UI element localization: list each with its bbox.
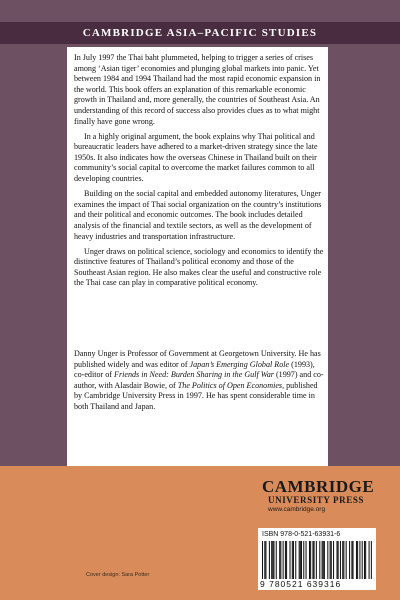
- barcode-bar: [323, 541, 324, 579]
- barcode-bar: [265, 541, 266, 579]
- bio-text: , published by Cambridge University Press in 1997. He has spent considerable time in both Thailand and Japan.: [74, 380, 318, 411]
- blurb: [74, 53, 326, 293]
- series-title: CAMBRIDGE ASIA–PACIFIC STUDIES: [82, 27, 318, 39]
- barcode-bar: [309, 541, 310, 579]
- barcode-bar: [299, 541, 300, 579]
- barcode-bar: [365, 541, 366, 579]
- bio-text: (1997) and co-author, with Alasdair Bowie, of: [74, 370, 324, 390]
- barcode-bar: [364, 541, 365, 579]
- barcode-bar: [264, 541, 265, 579]
- isbn-label: ISBN 978-0-521-63931-6: [262, 531, 341, 538]
- publisher-name: CAMBRIDGE: [262, 477, 375, 496]
- barcode-bar: [331, 541, 332, 579]
- blurb-paragraph: Building on the social capital and embedded autonomy literatures, Unger examines the impact of Thai social organization on the country’s institutions and their political and economic outcomes. The book includes detailed analysis of the financial and textile sectors, as well as the development of heavy industries and transportation infrastructure.: [74, 189, 322, 241]
- barcode-bar: [286, 541, 287, 579]
- barcode-bar: [351, 541, 352, 579]
- barcode-bar: [336, 541, 337, 579]
- barcode-bar: [301, 541, 302, 579]
- isbn-box: [258, 528, 376, 590]
- barcode-bar: [290, 541, 291, 579]
- barcode-bar: [349, 541, 350, 579]
- barcode-bar: [271, 541, 272, 579]
- barcode-bar: [306, 541, 307, 579]
- barcode-bar: [346, 541, 347, 579]
- barcode-bar: [314, 541, 315, 579]
- barcode-bar: [324, 541, 325, 579]
- barcode-bar: [312, 541, 313, 579]
- barcode-bar: [327, 541, 328, 579]
- barcode-bar: [333, 541, 334, 579]
- cover-credit: Cover design: Sara Potter: [86, 572, 150, 578]
- barcode-bar: [330, 541, 331, 579]
- barcode-bar: [269, 541, 270, 579]
- barcode-bar: [292, 541, 293, 579]
- barcode-bar: [362, 541, 363, 579]
- barcode-bar: [316, 541, 317, 579]
- bio-text: (1993), co-editor of: [74, 359, 315, 380]
- blurb-paragraph: In a highly original argument, the book explains why Thai political and bureaucratic leaders have adhered to a market-driven strategy since the late 1950s. It also indicates how the overseas Chinese in Thailand built on their community’s social capital to overcome the market failures common to all developing countries.: [74, 131, 318, 184]
- barcode-bar: [283, 541, 284, 579]
- barcode-bar: [293, 541, 294, 579]
- barcode-bar: [279, 541, 280, 579]
- barcode-bar: [359, 541, 360, 579]
- barcode-bar: [340, 541, 341, 579]
- barcode-bar: [369, 541, 370, 579]
- barcode-bar: [276, 541, 277, 579]
- bio-book-title: The Politics of Open Economies: [177, 380, 283, 390]
- barcode-bar: [280, 541, 281, 579]
- barcode-bar: [295, 541, 296, 579]
- publisher-press: UNIVERSITY PRESS: [268, 495, 365, 505]
- bio-book-title: Japan’s Emerging Global Role: [189, 359, 290, 369]
- barcode-digits: 9 780521 639316: [260, 579, 342, 589]
- barcode-bar: [319, 541, 320, 579]
- barcode-bar: [353, 541, 354, 579]
- series-banner: [0, 22, 400, 44]
- publisher-url: www.cambridge.org: [268, 506, 326, 513]
- barcode-bar: [371, 541, 372, 579]
- barcode-bar: [272, 541, 273, 579]
- blurb-paragraph: In July 1997 the Thai baht plummeted, helping to trigger a series of crises among ‘Asian tiger’ economies and plunging global markets into panic. Yet between 1984 and 1994 Thailand had the most rapid economic expansion in the world. This book offers an explanation of this remarkable economic growth in Thailand and, more generally, the countries of Southeast Asia. An understanding of this record of success also provides clues as to what might finally have gone wrong.: [74, 53, 321, 126]
- publisher-logo: [262, 478, 382, 514]
- barcode-bar: [357, 541, 358, 579]
- author-bio: [74, 349, 326, 413]
- barcode-bar: [338, 541, 339, 579]
- barcode-bar: [356, 541, 357, 579]
- barcode-bar: [342, 541, 343, 579]
- bio-text: Danny Unger is Professor of Government at Georgetown University. He has published widely and was editor of: [74, 349, 321, 369]
- bio-book-title: Friends in Need: Burden Sharing in the Gulf War: [114, 370, 274, 380]
- barcode-bar: [322, 541, 323, 579]
- barcode-icon: [262, 541, 372, 579]
- blurb-paragraph: Unger draws on political science, sociology and economics to identify the distinctive features of Thailand’s political economy and those of the Southeast Asian region. He also makes clear the useful and constructive role the Thai case can play in comparative political economy.: [74, 246, 324, 288]
- barcode-bar: [273, 541, 274, 579]
- barcode-bar: [300, 541, 301, 579]
- barcode-bar: [310, 541, 311, 579]
- barcode-bar: [262, 541, 263, 579]
- barcode-bar: [343, 541, 344, 579]
- barcode-bar: [285, 541, 286, 579]
- barcode-bar: [303, 541, 304, 579]
